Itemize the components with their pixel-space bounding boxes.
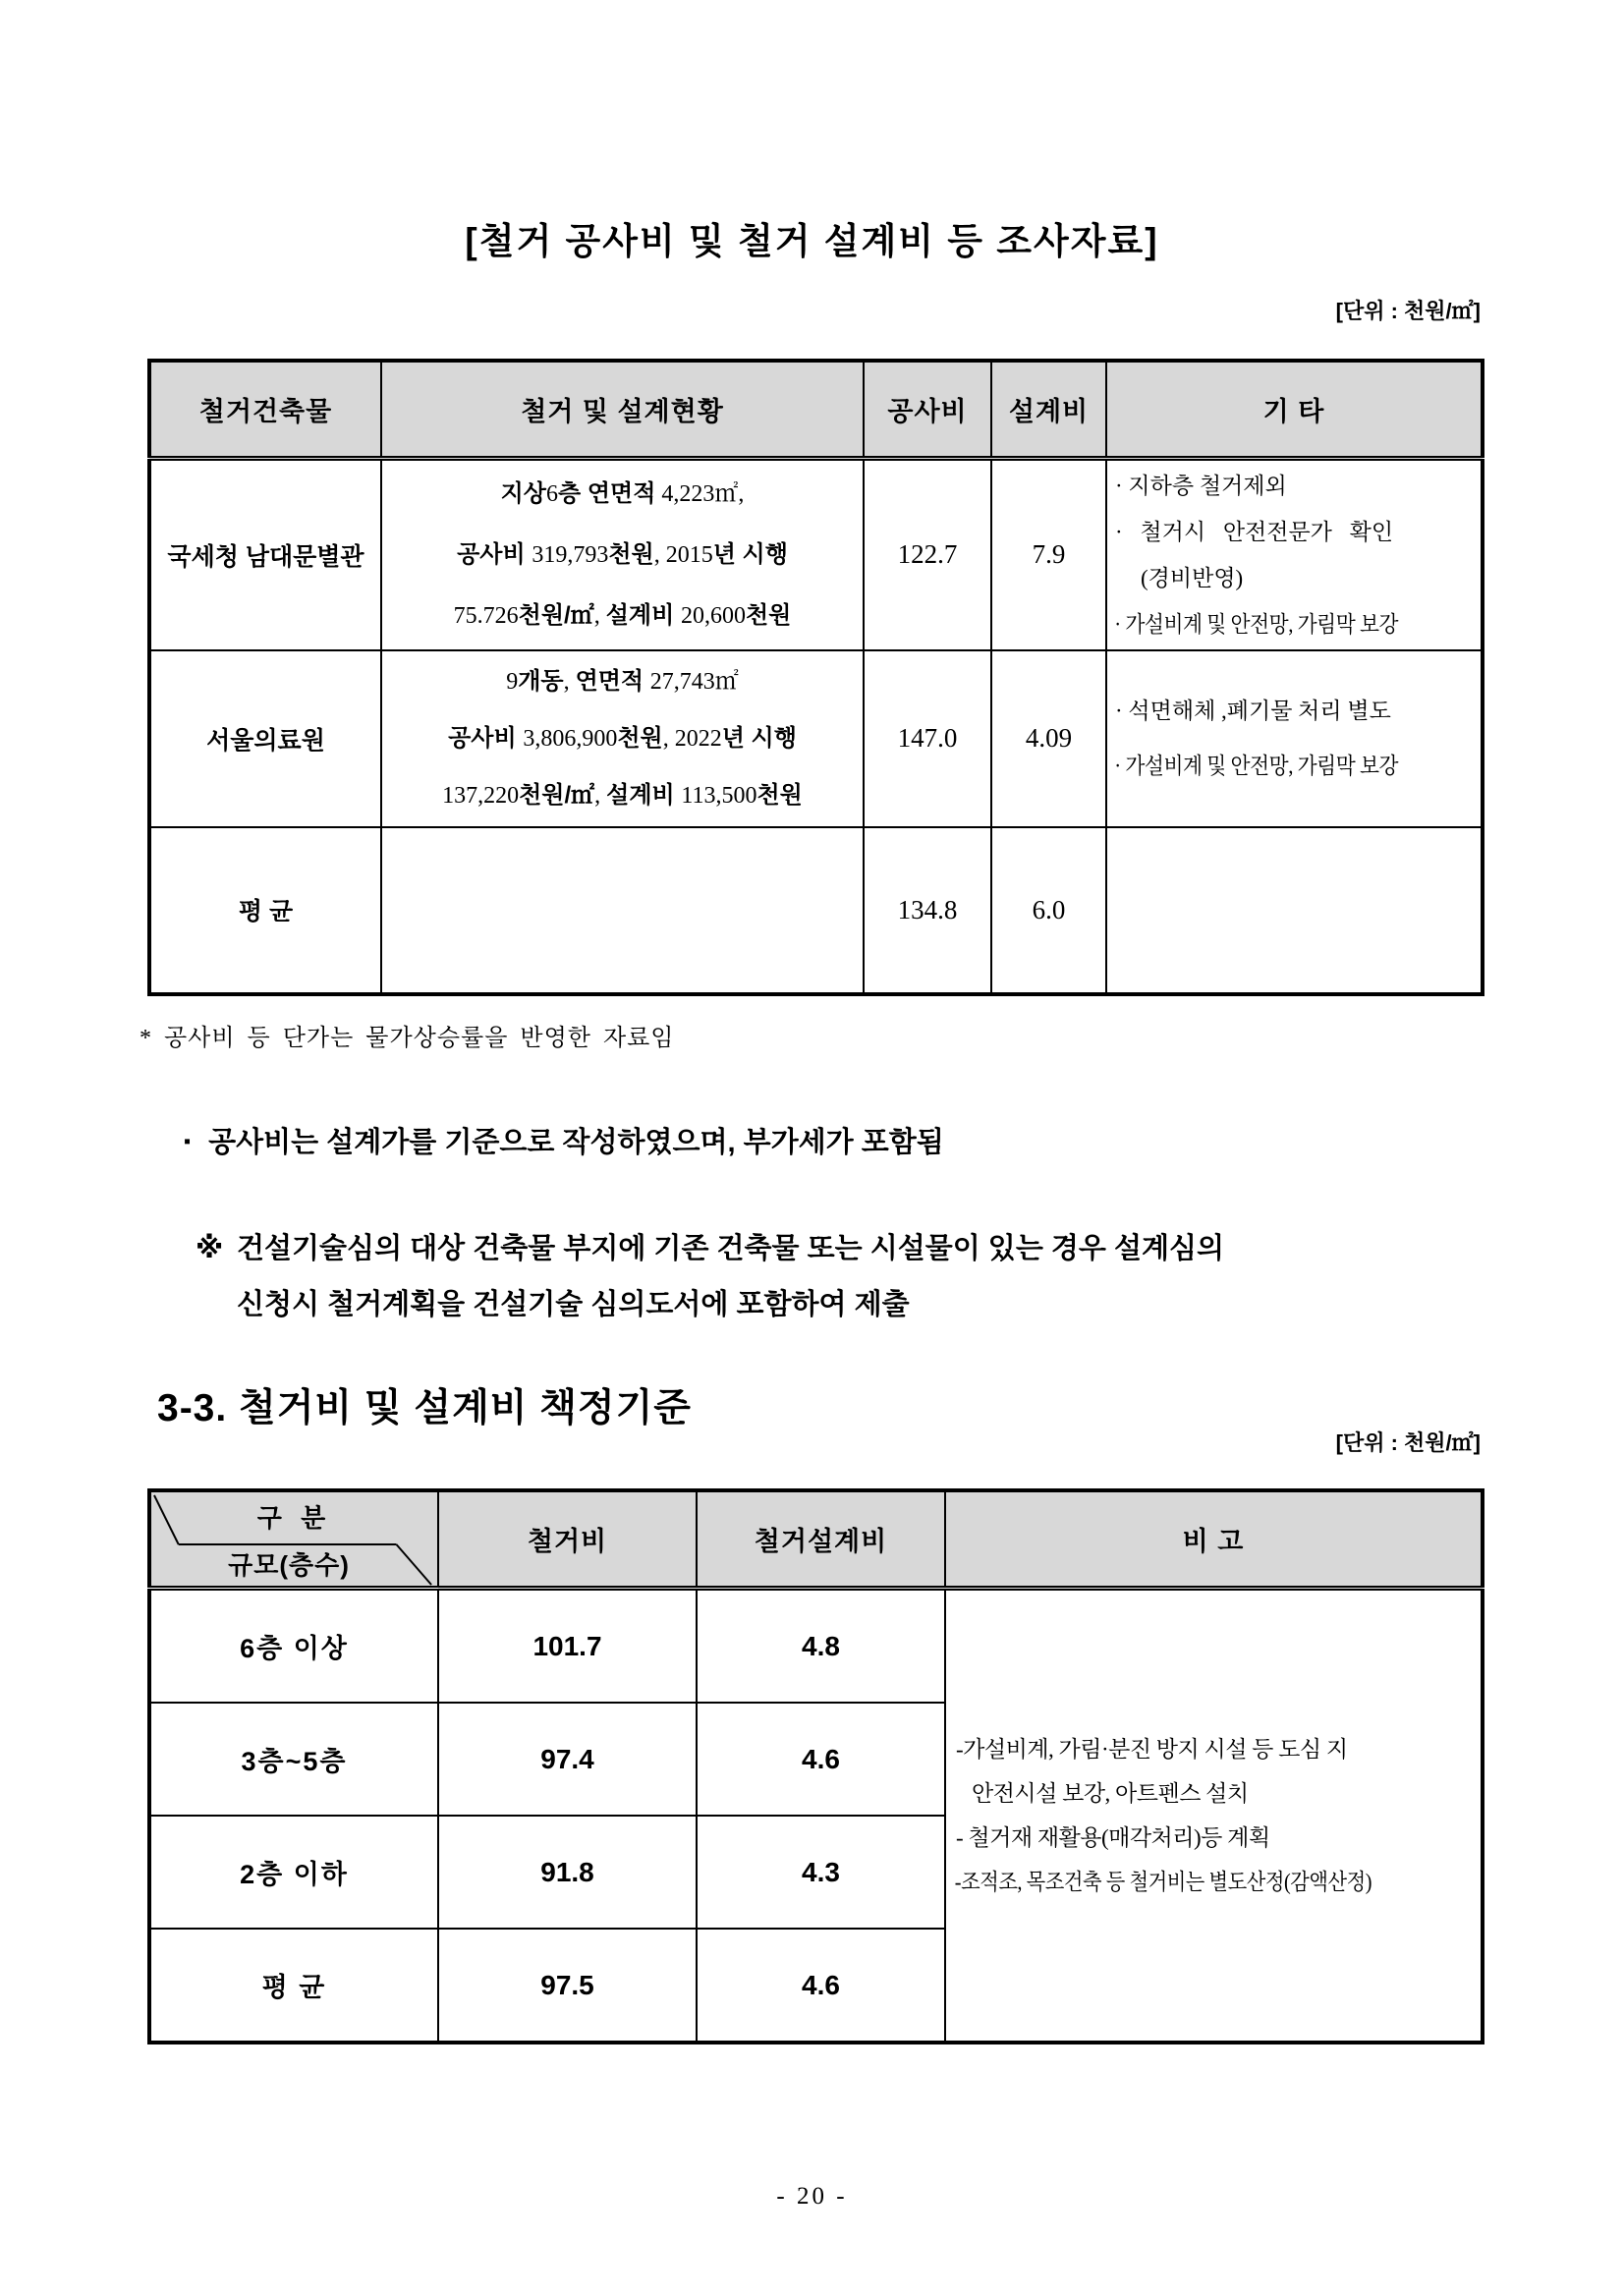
- unit-label-top: [단위 : 천원/㎡]: [1335, 299, 1481, 323]
- scale-label: 2층 이하: [149, 1816, 438, 1929]
- note-line: · 석면해체 ,폐기물 처리 별도: [1115, 698, 1391, 723]
- design-cost-value: 7.9: [991, 459, 1106, 650]
- empty-cell: [381, 827, 864, 994]
- note-line: · 지하층 철거제외: [1115, 473, 1287, 498]
- page-number: - 20 -: [776, 2183, 848, 2210]
- section-heading: 3-3. 철거비 및 설계비 책정기준: [157, 1387, 692, 1429]
- pricing-table: [147, 1488, 1484, 2044]
- design-cost-average: 4.6: [697, 1929, 945, 2043]
- design-cost-value: 4.6: [697, 1703, 945, 1816]
- remarks-cell: [945, 1589, 1483, 2044]
- demolition-cost-average: 97.5: [438, 1929, 697, 2043]
- note-line: · 철거시 안전전문가 확인: [1115, 519, 1394, 544]
- table-row: [149, 459, 1483, 650]
- survey-table: [147, 359, 1484, 996]
- remark-line: -가설비계, 가림·분진 방지 시설 등 도심 지: [956, 1737, 1348, 1762]
- cross-note: [196, 1221, 1224, 1333]
- unit-label-bottom: [단위 : 천원/㎡]: [1335, 1430, 1481, 1455]
- detail-line: 공사비 319,793천원, 2015년 시행: [457, 540, 788, 568]
- etc-notes-cell: [1106, 650, 1483, 827]
- detail-line: 137,220천원/㎡, 설계비 113,500천원: [442, 781, 803, 809]
- square-bullet-icon: ▪: [184, 1131, 192, 1152]
- table-row: [149, 650, 1483, 827]
- design-cost-value: 4.8: [697, 1589, 945, 1704]
- detail-line: 공사비 3,806,900천원, 2022년 시행: [448, 724, 797, 752]
- detail-cell: [381, 459, 864, 650]
- header-construction-cost: 공사비: [864, 361, 991, 459]
- header-remarks: 비 고: [945, 1490, 1483, 1589]
- cross-note-line: 신청시 철거계획을 건설기술 심의도서에 포함하여 제출: [237, 1289, 910, 1320]
- bullet-note: [184, 1120, 944, 1160]
- reference-mark-icon: ※: [196, 1233, 224, 1264]
- table-row: [149, 1589, 1483, 1704]
- average-label: 평 균: [149, 1929, 438, 2043]
- construction-cost-value: 147.0: [864, 650, 991, 827]
- document-title: [철거 공사비 및 철거 설계비 등 조사자료]: [465, 221, 1159, 261]
- header-design-cost: 설계비: [991, 361, 1106, 459]
- header-detail: 철거 및 설계현황: [381, 361, 864, 459]
- design-cost-average: 6.0: [991, 827, 1106, 994]
- demolition-cost-value: 97.4: [438, 1703, 697, 1816]
- detail-line: 지상6층 연면적 4,223㎡,: [500, 479, 745, 507]
- cross-note-line: 건설기술심의 대상 건축물 부지에 기존 건축물 또는 시설물이 있는 경우 설계심의: [237, 1233, 1225, 1264]
- construction-cost-average: 134.8: [864, 827, 991, 994]
- corner-header-cell: [149, 1490, 438, 1589]
- empty-cell: [1106, 827, 1483, 994]
- corner-label-bottom: 규모(층수): [228, 1550, 350, 1580]
- footnote: * 공사비 등 단가는 물가상승률을 반영한 자료임: [140, 1026, 675, 1051]
- note-line: · 가설비계 및 안전망, 가림막 보강: [1114, 611, 1399, 637]
- remark-line: 안전시설 보강, 아트펜스 설치: [972, 1781, 1249, 1806]
- building-name: 국세청 남대문별관: [149, 459, 381, 650]
- detail-line: 9개동, 연면적 27,743㎡: [506, 667, 739, 695]
- detail-line: 75.726천원/㎡, 설계비 20,600천원: [453, 601, 792, 629]
- average-label: 평 균: [149, 827, 381, 994]
- demolition-cost-value: 91.8: [438, 1816, 697, 1929]
- header-building: 철거건축물: [149, 361, 381, 459]
- header-demolition-cost: 철거비: [438, 1490, 697, 1589]
- corner-label-top: 구 분: [256, 1503, 332, 1533]
- design-cost-value: 4.09: [991, 650, 1106, 827]
- note-line: · 가설비계 및 안전망, 가림막 보강: [1114, 753, 1399, 778]
- remark-line: -조적조, 목조건축 등 철거비는 별도산정(감액산정): [954, 1870, 1372, 1894]
- table-row: [149, 827, 1483, 994]
- detail-cell: [381, 650, 864, 827]
- bullet-note-text: 공사비는 설계가를 기준으로 작성하였으며, 부가세가 포함됨: [208, 1127, 944, 1158]
- remark-line: - 철거재 재활용(매각처리)등 계획: [956, 1825, 1270, 1850]
- scale-label: 3층~5층: [149, 1703, 438, 1816]
- note-line: (경비반영): [1141, 565, 1244, 590]
- etc-notes-cell: [1106, 459, 1483, 650]
- header-demolition-design-cost: 철거설계비: [697, 1490, 945, 1589]
- design-cost-value: 4.3: [697, 1816, 945, 1929]
- header-etc: 기 타: [1106, 361, 1483, 459]
- building-name: 서울의료원: [149, 650, 381, 827]
- demolition-cost-value: 101.7: [438, 1589, 697, 1704]
- construction-cost-value: 122.7: [864, 459, 991, 650]
- survey-table-header-row: [149, 361, 1483, 459]
- scale-label: 6층 이상: [149, 1589, 438, 1704]
- pricing-table-header-row: [149, 1490, 1483, 1589]
